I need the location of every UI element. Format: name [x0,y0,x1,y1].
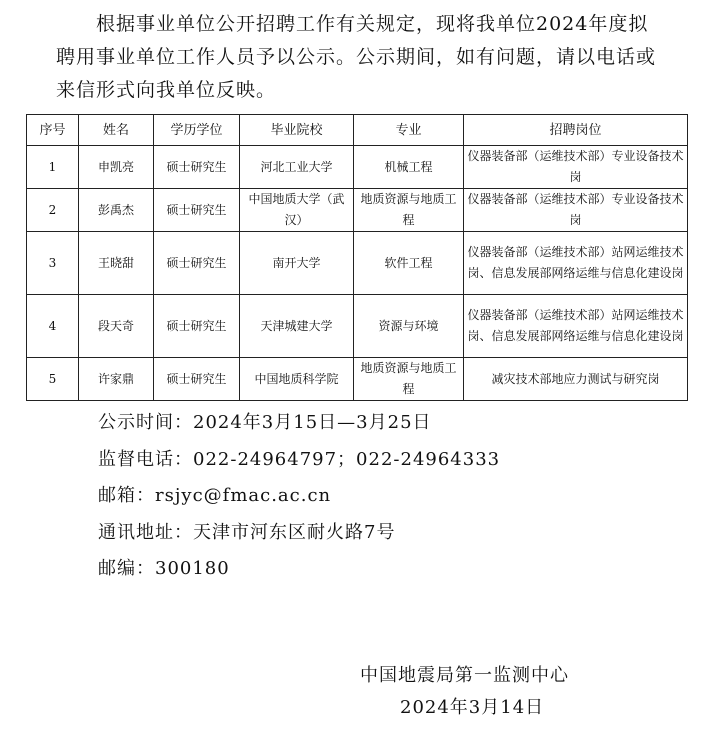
issuing-organization: 中国地震局第一监测中心 [360,665,569,686]
cell-name: 彭禹杰 [79,189,154,232]
issue-date: 2024年3月14日 [400,697,545,718]
cell-index: 5 [27,358,79,401]
cell-position: 仪器装备部（运维技术部）站网运维技术岗、信息发展部网络运维与信息化建设岗 [464,295,688,358]
table-row [27,146,688,189]
cell-name: 申凯亮 [79,146,154,189]
table-row [27,358,688,401]
mailing-address: 通讯地址：天津市河东区耐火路7号 [98,521,396,543]
postcode: 邮编：300180 [98,558,230,579]
cell-school: 中国地质科学院 [240,358,354,401]
intro-text: 根据事业单位公开招聘工作有关规定，现将我单位2024年度拟聘用事业单位工作人员予以公示。公示期间，如有问题，请以电话或来信形式向我单位反映。 [56,13,657,101]
cell-major: 软件工程 [354,232,464,295]
supervision-phone: 监督电话：022-24964797；022-24964333 [98,448,501,470]
cell-index: 4 [27,295,79,358]
cell-index: 1 [27,146,79,189]
cell-position: 仪器装备部（运维技术部）专业设备技术岗 [464,189,688,232]
header-index: 序号 [27,115,79,146]
notice-period: 公示时间：2024年3月15日—3月25日 [98,412,432,433]
cell-degree: 硕士研究生 [154,232,240,295]
cell-name: 段天奇 [79,295,154,358]
cell-degree: 硕士研究生 [154,189,240,232]
header-position: 招聘岗位 [464,115,688,146]
table-row [27,189,688,232]
table-row [27,295,688,358]
cell-name: 王晓甜 [79,232,154,295]
header-degree: 学历学位 [154,115,240,146]
cell-name: 许家鼎 [79,358,154,401]
header-name: 姓名 [79,115,154,146]
cell-school: 南开大学 [240,232,354,295]
intro-paragraph [56,8,666,107]
cell-position: 仪器装备部（运维技术部）专业设备技术岗 [464,146,688,189]
cell-degree: 硕士研究生 [154,146,240,189]
header-major: 专业 [354,115,464,146]
cell-degree: 硕士研究生 [154,358,240,401]
cell-school: 天津城建大学 [240,295,354,358]
candidates-table [26,114,688,401]
table-row [27,232,688,295]
email: 邮箱：rsjyc@fmac.ac.cn [98,485,332,506]
cell-degree: 硕士研究生 [154,295,240,358]
cell-major: 资源与环境 [354,295,464,358]
cell-school: 河北工业大学 [240,146,354,189]
header-school: 毕业院校 [240,115,354,146]
table-header-row [27,115,688,146]
cell-position: 仪器装备部（运维技术部）站网运维技术岗、信息发展部网络运维与信息化建设岗 [464,232,688,295]
cell-position: 减灾技术部地应力测试与研究岗 [464,358,688,401]
contact-info [98,405,500,588]
cell-major: 机械工程 [354,146,464,189]
cell-major: 地质资源与地质工程 [354,189,464,232]
cell-index: 3 [27,232,79,295]
signature-block [360,660,569,724]
cell-school: 中国地质大学（武汉） [240,189,354,232]
cell-major: 地质资源与地质工程 [354,358,464,401]
cell-index: 2 [27,189,79,232]
